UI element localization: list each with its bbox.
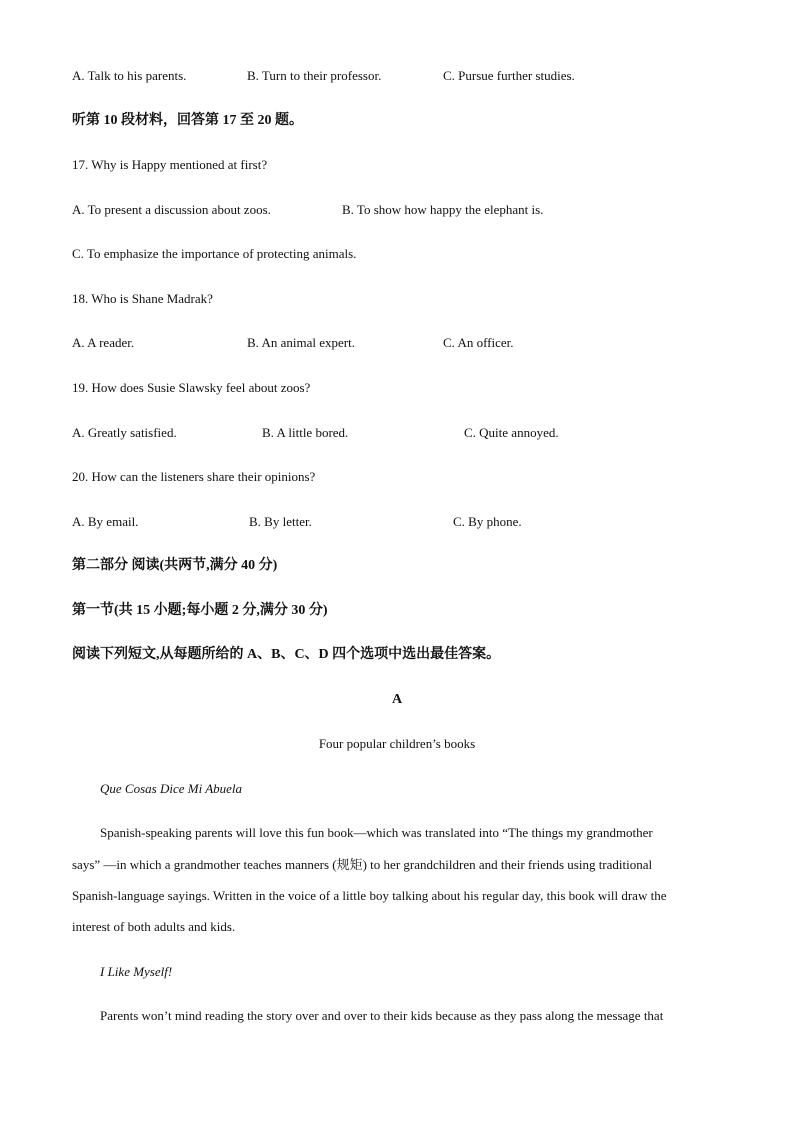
option-c: C. Quite annoyed. [464, 425, 559, 440]
option-a: A. Greatly satisfied. [72, 425, 177, 440]
book-1-line-4: interest of both adults and kids. [72, 919, 236, 934]
passage-letter: A [391, 692, 403, 707]
option-a: A. To present a discussion about zoos. [72, 202, 271, 217]
question-19-stem: 19. How does Susie Slawsky feel about zoos? [72, 380, 311, 395]
question-18-stem: 18. Who is Shane Madrak? [72, 291, 213, 306]
option-b: B. By letter. [249, 514, 312, 529]
instructions: 阅读下列短文,从每题所给的 A、B、C、D 四个选项中选出最佳答案。 [72, 647, 501, 662]
book-2-title: I Like Myself! [100, 964, 173, 979]
book-1-line-1: Spanish-speaking parents will love this fun book—which was translated into “The things my grandmother [100, 825, 653, 840]
option-b: B. Turn to their professor. [247, 68, 382, 83]
option-c: C. By phone. [453, 514, 522, 529]
option-b: B. To show how happy the elephant is. [342, 202, 544, 217]
option-a: A. By email. [72, 514, 139, 529]
book-1-line-3: Spanish-language sayings. Written in the voice of a little boy talking about his regular day, this book will draw the [72, 888, 667, 903]
option-c: C. An officer. [443, 335, 514, 350]
book-1-title: Que Cosas Dice Mi Abuela [100, 781, 243, 796]
question-20-stem: 20. How can the listeners share their opinions? [72, 469, 316, 484]
option-a: A. A reader. [72, 335, 135, 350]
option-b: B. An animal expert. [247, 335, 355, 350]
book-1-line-2: says” —in which a grandmother teaches manners (规矩) to her grandchildren and their friends using traditional [72, 857, 653, 872]
option-b: B. A little bored. [262, 425, 349, 440]
part-2-header: 第二部分 阅读(共两节,满分 40 分) [72, 558, 278, 573]
passage-title: Four popular children’s books [318, 736, 476, 751]
book-2-line-1: Parents won’t mind reading the story over and over to their kids because as they pass along the message that [100, 1008, 664, 1023]
option-a: A. Talk to his parents. [72, 68, 187, 83]
section-10-header: 听第 10 段材料，回答第 17 至 20 题。 [72, 113, 303, 128]
question-17-stem: 17. Why is Happy mentioned at first? [72, 157, 268, 172]
question-17-option-c: C. To emphasize the importance of protecting animals. [72, 246, 357, 261]
section-1-header: 第一节(共 15 小题;每小题 2 分,满分 30 分) [72, 603, 328, 618]
option-c: C. Pursue further studies. [443, 68, 575, 83]
